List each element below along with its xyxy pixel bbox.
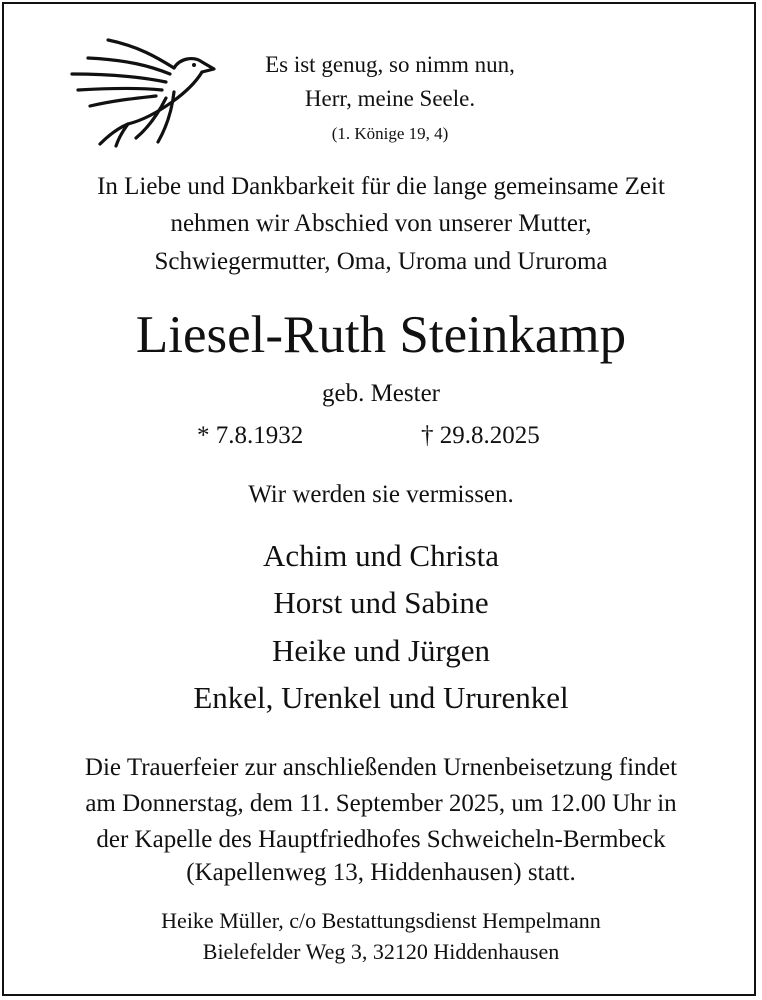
intro-line-3: Schwiegermutter, Oma, Uroma und Ururoma <box>154 248 608 275</box>
family-line: Heike und Jürgen <box>271 633 491 668</box>
verse-reference: (1. Könige 19, 4) <box>331 124 449 143</box>
service-line-4: (Kapellenweg 13, Hiddenhausen) statt. <box>186 859 576 886</box>
deceased-name: Liesel-Ruth Steinkamp <box>135 306 627 364</box>
miss-line: Wir werden sie vermissen. <box>248 481 514 508</box>
service-line-3: der Kapelle des Hauptfriedhofes Schweicheln-Bermbeck <box>96 826 666 853</box>
service-line-1: Die Trauerfeier zur anschließenden Urnenbeisetzung findet <box>84 754 678 781</box>
family-line: Achim und Christa <box>263 538 499 573</box>
verse-line-2: Herr, meine Seele. <box>304 86 476 111</box>
death-date: † 29.8.2025 <box>421 422 540 449</box>
intro-line-2: nehmen wir Abschied von unserer Mutter, <box>170 210 592 237</box>
verse-line-1: Es ist genug, so nimm nun, <box>265 52 515 77</box>
birth-date: * 7.8.1932 <box>197 422 304 449</box>
contact-line-2: Bielefelder Weg 3, 32120 Hiddenhausen <box>202 939 560 964</box>
intro-line-1: In Liebe und Dankbarkeit für die lange gemeinsame Zeit <box>97 173 665 200</box>
family-line: Enkel, Urenkel und Ururenkel <box>193 680 569 715</box>
family-line: Horst und Sabine <box>273 585 489 620</box>
birth-name: geb. Mester <box>321 380 441 407</box>
service-line-2: am Donnerstag, dem 11. September 2025, um 12.00 Uhr in <box>85 790 677 817</box>
contact-line-1: Heike Müller, c/o Bestattungsdienst Hempelmann <box>161 908 601 933</box>
